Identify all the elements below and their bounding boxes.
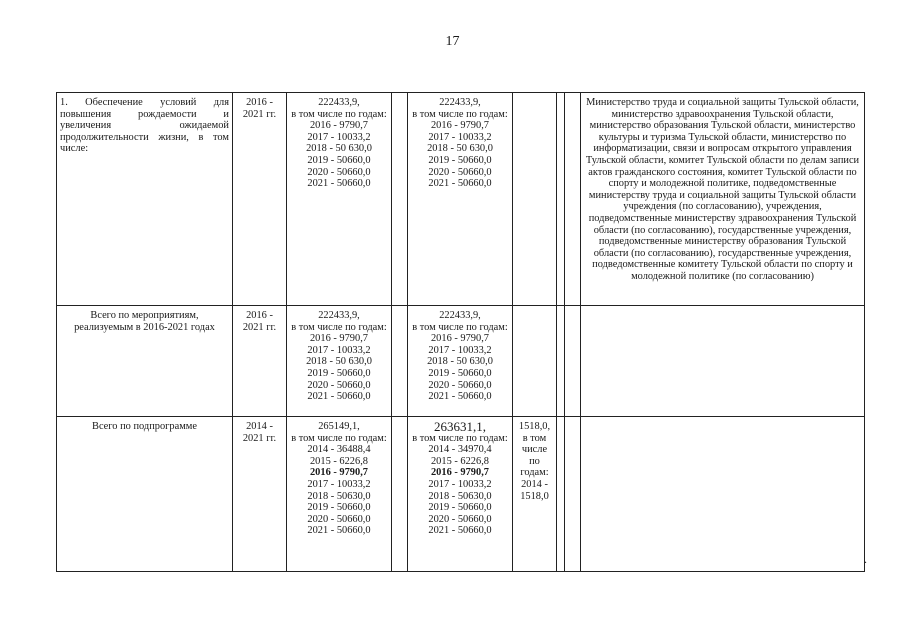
funding-line: 2016 - 9790,7 xyxy=(430,467,489,479)
period-start: 2016 - xyxy=(246,310,273,321)
responsible-cell xyxy=(581,93,865,306)
empty-cell xyxy=(392,417,408,572)
funding-line: 2020 - 50660,0 xyxy=(307,513,371,525)
funding-line: 2017 - 10033,2 xyxy=(428,478,492,490)
funding-line: в том числе по годам: xyxy=(291,432,387,444)
measure-name: 1. Обеспечение условий для повышения рождаемости и увеличения ожидаемой продолжительности жизни, в том числе: xyxy=(60,97,229,155)
funding-line: 2019 - 50660,0 xyxy=(428,502,492,514)
period-end: 2021 гг. xyxy=(242,321,277,333)
funding-line: 2015 - 6226,8 xyxy=(309,455,368,467)
funding-line: 2019 - 50660,0 xyxy=(428,154,492,166)
empty-cell xyxy=(565,93,581,306)
period-cell xyxy=(233,306,287,417)
funding-line: числе xyxy=(521,444,548,456)
federal-funding-cell xyxy=(513,417,557,572)
funding-line: 2020 - 50660,0 xyxy=(307,379,371,391)
funding-line: 2021 - 50660,0 xyxy=(307,525,371,537)
funding-line: 2019 - 50660,0 xyxy=(307,502,371,514)
funding-line: 2018 - 50 630,0 xyxy=(427,143,493,155)
measure-name-cell xyxy=(57,306,233,417)
funding-line: 2014 - xyxy=(521,478,548,490)
funding-line: 2020 - 50660,0 xyxy=(428,166,492,178)
program-table xyxy=(56,92,865,572)
total-funding-cell xyxy=(287,306,392,417)
funding-line: 2017 - 10033,2 xyxy=(307,131,371,143)
funding-line: 2018 - 50630,0 xyxy=(307,490,371,502)
funding-line: в том числе по годам: xyxy=(412,321,508,333)
funding-line: 2021 - 50660,0 xyxy=(428,391,492,403)
page-number: 17 xyxy=(445,34,460,49)
funding-line: 2019 - 50660,0 xyxy=(307,154,371,166)
funding-line: по xyxy=(529,455,540,467)
period-start: 2014 - xyxy=(246,421,273,432)
measure-name: Всего по мероприятиям, реализуемым в 2016-2021 годах xyxy=(74,310,215,333)
funding-line: 2016 - 9790,7 xyxy=(430,333,489,345)
footer-mark: . xyxy=(864,552,867,566)
period-end: 2021 гг. xyxy=(242,432,277,444)
empty-cell xyxy=(392,93,408,306)
funding-line: в том числе по годам: xyxy=(412,432,508,444)
period-start: 2016 - xyxy=(246,97,273,108)
funding-line: 1518,0 xyxy=(520,490,549,502)
regional-amount: 222433,9, xyxy=(439,310,481,321)
total-amount: 265149,1, xyxy=(318,421,360,432)
funding-line: 2021 - 50660,0 xyxy=(428,525,492,537)
total-funding-cell xyxy=(287,93,392,306)
measure-name: Всего по подпрограмме xyxy=(92,421,197,432)
empty-cell xyxy=(513,306,557,417)
funding-line: 2018 - 50 630,0 xyxy=(306,143,372,155)
funding-line: 2014 - 36488,4 xyxy=(307,444,371,456)
funding-line: 2019 - 50660,0 xyxy=(307,367,371,379)
table-row xyxy=(57,417,865,572)
regional-funding-cell xyxy=(408,417,513,572)
funding-line: 2018 - 50 630,0 xyxy=(427,356,493,368)
funding-line: 2017 - 10033,2 xyxy=(307,344,371,356)
funding-line: 2021 - 50660,0 xyxy=(307,391,371,403)
funding-line: 2016 - 9790,7 xyxy=(309,467,368,479)
empty-cell xyxy=(565,306,581,417)
funding-line: в том числе по годам: xyxy=(291,321,387,333)
funding-line: в том числе по годам: xyxy=(291,108,387,120)
empty-cell xyxy=(565,417,581,572)
responsible-cell xyxy=(581,306,865,417)
funding-line: 2016 - 9790,7 xyxy=(309,333,368,345)
funding-line: 2016 - 9790,7 xyxy=(430,120,489,132)
total-amount: 222433,9, xyxy=(318,310,360,321)
funding-line: 2017 - 10033,2 xyxy=(428,344,492,356)
funding-line: 2016 - 9790,7 xyxy=(309,120,368,132)
funding-line: 2019 - 50660,0 xyxy=(428,367,492,379)
empty-cell xyxy=(513,93,557,306)
funding-line: 2015 - 6226,8 xyxy=(430,455,489,467)
funding-line: 2020 - 50660,0 xyxy=(428,513,492,525)
funding-line: в том числе по годам: xyxy=(412,108,508,120)
empty-cell xyxy=(557,306,565,417)
measure-name-cell xyxy=(57,417,233,572)
table-row xyxy=(57,93,865,306)
period-end: 2021 гг. xyxy=(242,108,277,120)
total-amount: 222433,9, xyxy=(318,97,360,108)
responsible-executors: Министерство труда и социальной защиты Тульской области, министерство здравоохранения Тульской области, министерство образования Тульской области, министерство культуры и туризма Тульской области, министерство по информатизации, связи и вопросам открытого управления Тульской области, комитет Тульской области по делам записи актов гражданского состояния, комитет Тульской области по спорту и молодежной политике, подведомственные министерству труда и социальной защиты Тульской области учреждения (по согласованию), учреждения, подведомственные министерству здравоохранения Тульской области (по согласованию), государственные учреждения, подведомственные министерству образования Тульской области (по согласованию), государственные учреждения, подведомственные комитету Тульской области по спорту и молодежной политике (по согласованию) xyxy=(585,97,860,282)
funding-line: 2018 - 50 630,0 xyxy=(306,356,372,368)
regional-amount: 263631,1, xyxy=(434,419,486,434)
funding-line: годам: xyxy=(520,467,549,479)
funding-line: 2021 - 50660,0 xyxy=(428,178,492,190)
table-row xyxy=(57,306,865,417)
funding-line: 2020 - 50660,0 xyxy=(307,166,371,178)
funding-line: 2017 - 10033,2 xyxy=(428,131,492,143)
funding-line: 2014 - 34970,4 xyxy=(428,444,492,456)
period-cell xyxy=(233,93,287,306)
funding-line: в том xyxy=(522,432,547,444)
regional-funding-cell xyxy=(408,306,513,417)
empty-cell xyxy=(557,93,565,306)
funding-line: 1518,0, xyxy=(518,421,551,432)
empty-cell xyxy=(557,417,565,572)
regional-amount: 222433,9, xyxy=(439,97,481,108)
period-cell xyxy=(233,417,287,572)
funding-line: 2018 - 50630,0 xyxy=(428,490,492,502)
funding-line: 2020 - 50660,0 xyxy=(428,379,492,391)
responsible-cell xyxy=(581,417,865,572)
empty-cell xyxy=(392,306,408,417)
total-funding-cell xyxy=(287,417,392,572)
measure-name-cell xyxy=(57,93,233,306)
funding-line: 2017 - 10033,2 xyxy=(307,478,371,490)
regional-funding-cell xyxy=(408,93,513,306)
funding-line: 2021 - 50660,0 xyxy=(307,178,371,190)
